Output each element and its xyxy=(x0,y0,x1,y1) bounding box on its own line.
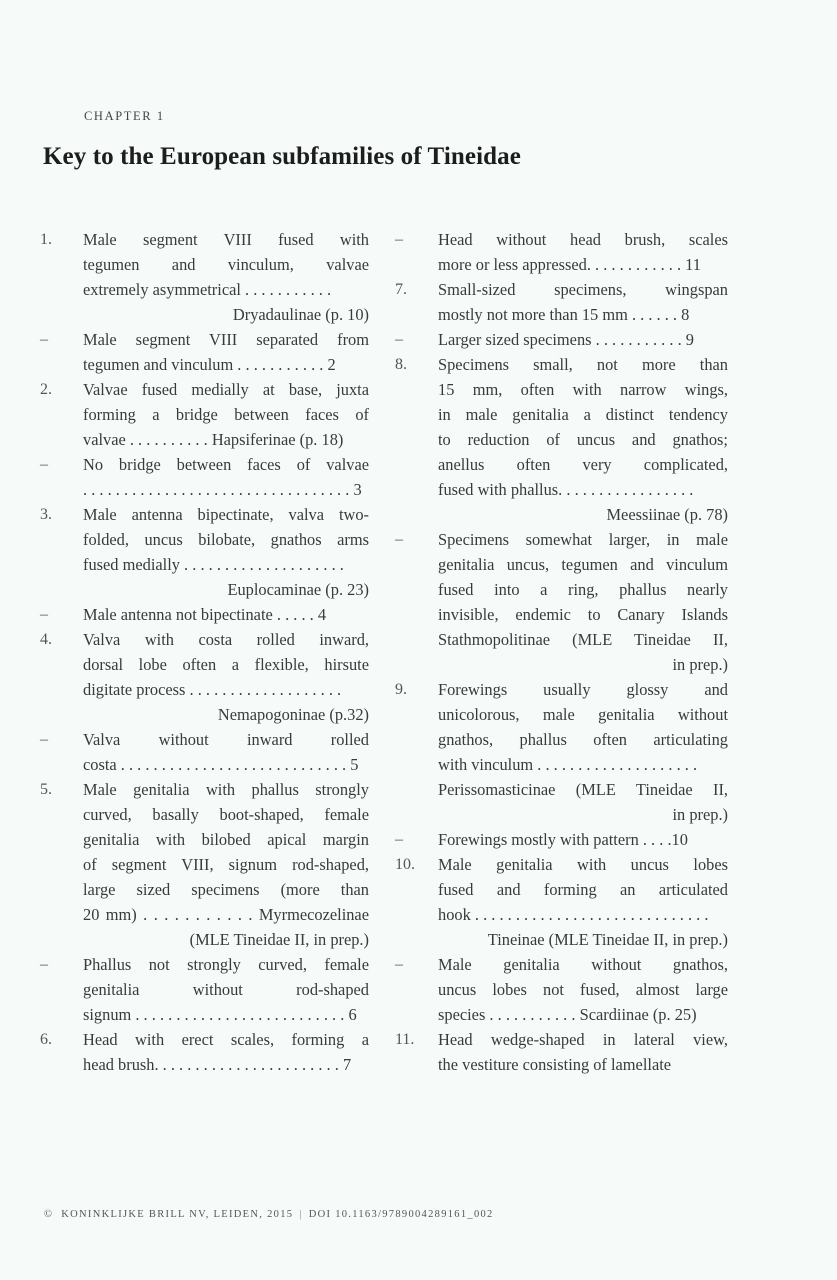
couplet-text xyxy=(438,277,728,327)
couplet-line: Tineinae (MLE Tineidae II, in prep.) xyxy=(487,930,728,949)
couplet-text xyxy=(83,602,369,627)
couplet-line: 15 mm, often with narrow wings, xyxy=(438,380,728,399)
couplet-line: Male genitalia without gnathos, xyxy=(438,955,728,974)
couplet-line: head brush. . . . . . . . . . . . . . . . . . . . . . . 7 xyxy=(83,1055,352,1074)
publisher-text: KONINKLIJKE BRILL NV, LEIDEN, 2015 xyxy=(61,1209,294,1220)
couplet-number: – xyxy=(40,606,48,623)
couplet-text xyxy=(438,952,728,1027)
couplet-line: Forewings usually glossy and xyxy=(438,680,728,699)
couplet-number: 3. xyxy=(40,506,52,523)
couplet-line: Male segment VIII separated from xyxy=(83,330,369,349)
couplet-line: of segment VIII, signum rod-shaped, xyxy=(83,855,369,874)
couplet-line: Valva with costa rolled inward, xyxy=(83,630,369,649)
couplet-line: fused medially . . . . . . . . . . . . . . . . . . . . xyxy=(83,555,344,574)
couplet-line: Larger sized specimens . . . . . . . . . . . 9 xyxy=(438,330,694,349)
couplet-line: Forewings mostly with pattern . . . .10 xyxy=(438,830,688,849)
couplet-number: – xyxy=(395,531,403,548)
couplet-line: in male genitalia a distinct tendency xyxy=(438,405,728,424)
couplet-line: Meessiinae (p. 78) xyxy=(606,505,728,524)
key-couplet xyxy=(40,327,369,377)
couplet-line: forming a bridge between faces of xyxy=(83,405,369,424)
key-couplet xyxy=(395,227,728,277)
couplet-line: Nemapogoninae (p.32) xyxy=(217,705,369,724)
couplet-line: more or less appressed. . . . . . . . . . . . 11 xyxy=(438,255,701,274)
couplet-line: genitalia with bilobed apical margin xyxy=(83,830,369,849)
couplet-number: 4. xyxy=(40,631,52,648)
couplet-line: hook . . . . . . . . . . . . . . . . . . . . . . . . . . . . . xyxy=(438,905,709,924)
key-couplet xyxy=(395,677,728,827)
couplet-line: Valvae fused medially at base, juxta xyxy=(83,380,369,399)
couplet-line: costa . . . . . . . . . . . . . . . . . . . . . . . . . . . . 5 xyxy=(83,755,359,774)
couplet-text xyxy=(83,1027,369,1077)
couplet-line: valvae . . . . . . . . . . Hapsiferinae (p. 18) xyxy=(83,430,344,449)
couplet-text xyxy=(83,777,369,952)
couplet-text xyxy=(438,677,728,827)
couplet-text xyxy=(438,527,728,677)
key-couplet xyxy=(40,1027,369,1077)
couplet-number: – xyxy=(40,956,48,973)
couplet-line: 20 mm) . . . . . . . . . . . Myrmecozelinae xyxy=(83,905,369,924)
couplet-text xyxy=(438,227,728,277)
couplet-number: – xyxy=(40,731,48,748)
couplet-line: Male segment VIII fused with xyxy=(83,230,369,249)
couplet-line: Male antenna bipectinate, valva two- xyxy=(83,505,369,524)
couplet-number: 1. xyxy=(40,231,52,248)
couplet-line: extremely asymmetrical . . . . . . . . . . . xyxy=(83,280,332,299)
couplet-line: anellus often very complicated, xyxy=(438,455,728,474)
couplet-text xyxy=(438,327,728,352)
couplet-line: invisible, endemic to Canary Islands xyxy=(438,605,728,624)
couplet-line: Perissomasticinae (MLE Tineidae II, xyxy=(438,780,728,799)
key-couplet xyxy=(395,1027,728,1077)
couplet-line: Head wedge-shaped in lateral view, xyxy=(438,1030,728,1049)
couplet-text xyxy=(83,627,369,727)
page-footer xyxy=(44,1209,494,1220)
couplet-line: Head with erect scales, forming a xyxy=(83,1030,369,1049)
couplet-line: Male genitalia with phallus strongly xyxy=(83,780,369,799)
couplet-number: 2. xyxy=(40,381,52,398)
couplet-line: digitate process . . . . . . . . . . . . . . . . . . . xyxy=(83,680,342,699)
couplet-line: Male genitalia with uncus lobes xyxy=(438,855,728,874)
key-couplet xyxy=(40,952,369,1027)
couplet-text xyxy=(438,1027,728,1077)
couplet-number: 8. xyxy=(395,356,407,373)
key-couplet xyxy=(395,327,728,352)
couplet-line: dorsal lobe often a flexible, hirsute xyxy=(83,655,369,674)
couplet-line: Dryadaulinae (p. 10) xyxy=(232,305,369,324)
couplet-number: 10. xyxy=(395,856,415,873)
couplet-line: tegumen and vinculum . . . . . . . . . . . 2 xyxy=(83,355,336,374)
couplet-line: fused into a ring, phallus nearly xyxy=(438,580,728,599)
key-couplet xyxy=(40,777,369,952)
couplet-line: gnathos, phallus often articulating xyxy=(438,730,728,749)
key-couplet xyxy=(395,852,728,952)
couplet-text xyxy=(438,827,728,852)
couplet-line: in prep.) xyxy=(672,655,728,674)
key-couplet xyxy=(40,452,369,502)
chapter-label: CHAPTER 1 xyxy=(84,109,165,123)
couplet-line: folded, uncus bilobate, gnathos arms xyxy=(83,530,369,549)
couplet-line: Small-sized specimens, wingspan xyxy=(438,280,728,299)
key-couplet xyxy=(395,277,728,327)
couplet-text xyxy=(83,952,369,1027)
couplet-line: fused and forming an articulated xyxy=(438,880,728,899)
couplet-text xyxy=(83,327,369,377)
key-couplet xyxy=(40,377,369,452)
couplet-line: (MLE Tineidae II, in prep.) xyxy=(189,930,369,949)
couplet-line: in prep.) xyxy=(672,805,728,824)
couplet-text xyxy=(438,852,728,952)
couplet-line: . . . . . . . . . . . . . . . . . . . . . . . . . . . . . . . . . 3 xyxy=(83,480,362,499)
couplet-line: Phallus not strongly curved, female xyxy=(83,955,369,974)
key-couplet xyxy=(395,952,728,1027)
couplet-number: 9. xyxy=(395,681,407,698)
copyright-icon: © xyxy=(44,1209,54,1220)
key-couplet xyxy=(40,727,369,777)
couplet-line: mostly not more than 15 mm . . . . . . 8 xyxy=(438,305,690,324)
key-right-column xyxy=(395,227,728,1077)
couplet-line: unicolorous, male genitalia without xyxy=(438,705,728,724)
key-couplet xyxy=(40,502,369,602)
footer-separator: | xyxy=(299,1209,303,1220)
couplet-number: 7. xyxy=(395,281,407,298)
key-couplet xyxy=(395,827,728,852)
couplet-line: Euplocaminae (p. 23) xyxy=(227,580,369,599)
key-couplet xyxy=(395,527,728,677)
couplet-number: – xyxy=(395,231,403,248)
couplet-line: tegumen and vinculum, valvae xyxy=(83,255,369,274)
couplet-line: Specimens somewhat larger, in male xyxy=(438,530,728,549)
couplet-line: uncus lobes not fused, almost large xyxy=(438,980,728,999)
key-couplet xyxy=(40,602,369,627)
couplet-line: Specimens small, not more than xyxy=(438,355,728,374)
couplet-text xyxy=(83,502,369,602)
couplet-number: – xyxy=(40,456,48,473)
couplet-number: 11. xyxy=(395,1031,415,1048)
couplet-line: No bridge between faces of valvae xyxy=(83,455,369,474)
couplet-number: – xyxy=(395,331,403,348)
couplet-line: Valva without inward rolled xyxy=(83,730,369,749)
couplet-line: Stathmopolitinae (MLE Tineidae II, xyxy=(438,630,728,649)
key-couplet xyxy=(40,627,369,727)
page-title: Key to the European subfamilies of Tineidae xyxy=(43,143,521,170)
doi-text: DOI 10.1163/9789004289161_002 xyxy=(308,1209,494,1220)
couplet-line: species . . . . . . . . . . . Scardiinae (p. 25) xyxy=(438,1005,697,1024)
couplet-text xyxy=(83,727,369,777)
couplet-line: large sized specimens (more than xyxy=(83,880,369,899)
couplet-number: – xyxy=(40,331,48,348)
couplet-line: Male antenna not bipectinate . . . . . 4 xyxy=(83,605,327,624)
couplet-number: – xyxy=(395,831,403,848)
couplet-text xyxy=(83,377,369,452)
couplet-line: signum . . . . . . . . . . . . . . . . . . . . . . . . . . 6 xyxy=(83,1005,357,1024)
couplet-line: Head without head brush, scales xyxy=(438,230,728,249)
couplet-number: – xyxy=(395,956,403,973)
key-left-column xyxy=(40,227,369,1077)
couplet-line: fused with phallus. . . . . . . . . . . . . . . . . xyxy=(438,480,694,499)
key-couplet xyxy=(40,227,369,327)
couplet-text xyxy=(83,452,369,502)
couplet-text xyxy=(83,227,369,327)
couplet-line: to reduction of uncus and gnathos; xyxy=(438,430,728,449)
couplet-line: the vestiture consisting of lamellate xyxy=(438,1055,672,1074)
couplet-line: genitalia uncus, tegumen and vinculum xyxy=(438,555,728,574)
couplet-line: genitalia without rod-shaped xyxy=(83,980,369,999)
couplet-line: curved, basally boot-shaped, female xyxy=(83,805,369,824)
key-couplet xyxy=(395,352,728,527)
couplet-text xyxy=(438,352,728,527)
couplet-line: with vinculum . . . . . . . . . . . . . . . . . . . . xyxy=(438,755,698,774)
couplet-number: 6. xyxy=(40,1031,52,1048)
couplet-number: 5. xyxy=(40,781,52,798)
